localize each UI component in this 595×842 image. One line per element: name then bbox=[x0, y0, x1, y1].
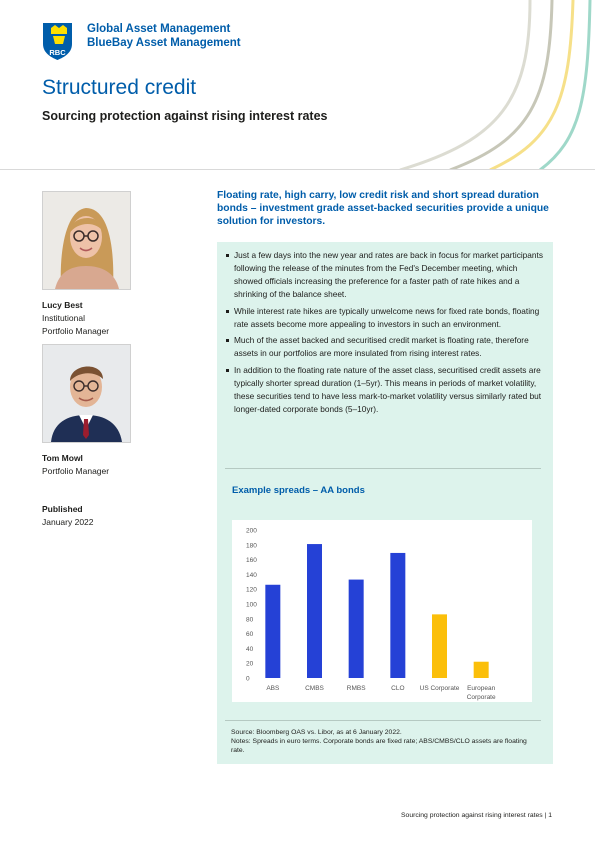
source-line: Source: Bloomberg OAS vs. Libor, as at 6 January 2022. bbox=[231, 729, 402, 736]
brand-line-1: Global Asset Management bbox=[87, 23, 231, 35]
bar bbox=[349, 580, 364, 678]
author-photo-lucy-best bbox=[42, 191, 131, 290]
author-role: Portfolio Manager bbox=[42, 326, 110, 336]
bar bbox=[432, 614, 447, 678]
bullet-item: While interest rate hikes are typically unwelcome news for fixed rate bonds, floating rate assets become more appealing to investors in such an environment. bbox=[225, 305, 547, 331]
y-tick-label: 120 bbox=[246, 586, 257, 594]
x-tick-label: CLO bbox=[391, 685, 405, 692]
brand-line-2: BlueBay Asset Management bbox=[87, 37, 241, 49]
author-role: Institutional bbox=[42, 313, 85, 323]
y-tick-label: 0 bbox=[246, 675, 250, 683]
author-role: Portfolio Manager bbox=[42, 466, 110, 476]
bar bbox=[265, 585, 280, 678]
decorative-curves bbox=[380, 0, 595, 170]
bar bbox=[474, 662, 489, 678]
panel-divider bbox=[225, 720, 541, 721]
y-tick-label: 60 bbox=[246, 631, 254, 639]
x-tick-label: CMBS bbox=[305, 685, 324, 692]
x-tick-label: ABS bbox=[266, 685, 280, 692]
y-tick-label: 40 bbox=[246, 645, 254, 653]
y-tick-label: 80 bbox=[246, 616, 254, 624]
page-title: Structured credit bbox=[42, 76, 197, 99]
header-divider bbox=[0, 169, 595, 170]
key-points-panel bbox=[217, 242, 553, 764]
x-tick-label: RMBS bbox=[346, 685, 366, 692]
intro-paragraph: Floating rate, high carry, low credit risk and short spread duration bonds – investment grade asset-backed securities provide a unique solution for investors. bbox=[217, 190, 549, 227]
author-name: Lucy Best bbox=[42, 300, 83, 310]
author-name: Tom Mowl bbox=[42, 453, 83, 463]
chart-title: Example spreads – AA bonds bbox=[232, 485, 365, 496]
y-tick-label: 100 bbox=[246, 601, 257, 609]
bar bbox=[390, 553, 405, 678]
x-tick-label: US Corporate bbox=[419, 685, 460, 692]
published-label: Published bbox=[42, 504, 83, 514]
y-tick-label: 180 bbox=[246, 542, 257, 550]
author-photo-tom-mowl bbox=[42, 344, 131, 443]
logo-text: RBC bbox=[49, 48, 66, 57]
bullet-list bbox=[225, 249, 547, 420]
page-subtitle: Sourcing protection against rising interest rates bbox=[42, 109, 328, 123]
page-header bbox=[0, 0, 595, 170]
page-footer: Sourcing protection against rising interest rates | 1 bbox=[401, 812, 552, 819]
published-date: January 2022 bbox=[42, 517, 94, 527]
chart-source bbox=[231, 728, 541, 755]
rbc-logo bbox=[42, 22, 76, 62]
notes-line: Notes: Spreads in euro terms. Corporate bonds are fixed rate; ABS/CMBS/CLO assets are floating rate. bbox=[231, 738, 527, 754]
chart-area bbox=[232, 520, 532, 702]
bar bbox=[307, 544, 322, 678]
bullet-item: In addition to the floating rate nature of the asset class, securitised credit assets are typically shorter spread duration (1–5yr). This means in periods of market volatility, these securities tend to have less mark-to-market volatility versus similarly rated but longer-dated corporate bonds (5–10yr). bbox=[225, 364, 547, 416]
bullet-item: Much of the asset backed and securitised credit market is floating rate, therefore assets in our portfolios are more insulated from rising interest rates. bbox=[225, 334, 547, 360]
y-tick-label: 20 bbox=[246, 660, 254, 668]
spreads-bar-chart bbox=[232, 520, 532, 702]
y-tick-label: 200 bbox=[246, 527, 257, 535]
y-tick-label: 140 bbox=[246, 571, 257, 579]
y-tick-label: 160 bbox=[246, 557, 257, 565]
x-tick-label: European bbox=[467, 685, 496, 692]
panel-divider bbox=[225, 468, 541, 469]
bullet-item: Just a few days into the new year and rates are back in focus for market participants following the release of the minutes from the Fed's December meeting, which showed officials increasing the preference for a faster path of rate hikes and a shrinking of the balance sheet. bbox=[225, 249, 547, 301]
x-tick-label: Corporate bbox=[466, 694, 496, 701]
